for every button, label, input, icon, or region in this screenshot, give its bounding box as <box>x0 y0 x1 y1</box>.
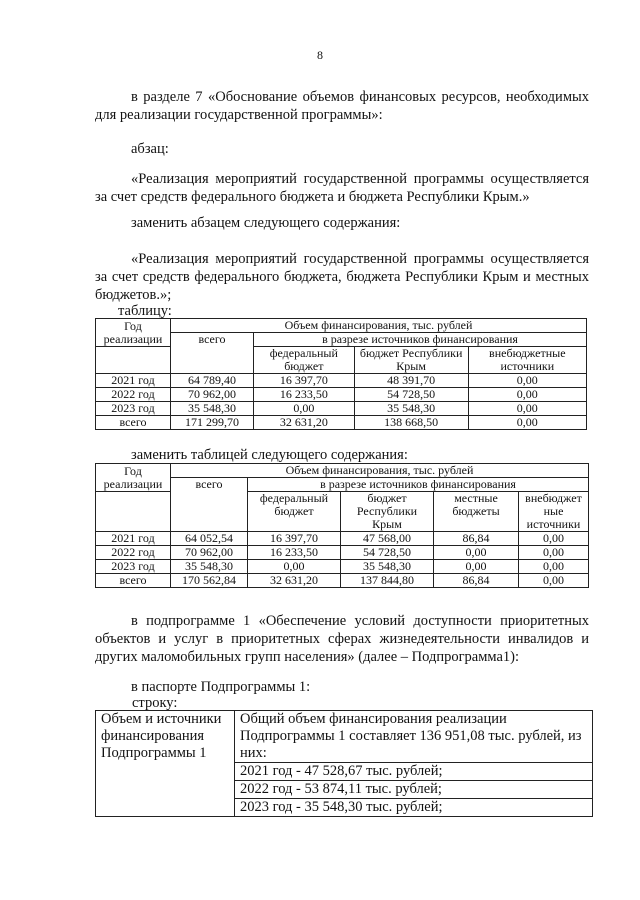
passport-line: 2022 год - 53 874,11 тыс. рублей; <box>235 780 592 798</box>
paragraph-passport: в паспорте Подпрограммы 1: <box>131 679 311 695</box>
paragraph-replace-table: заменить таблицей следующего содержания: <box>131 447 408 463</box>
table-old-financing <box>95 318 587 430</box>
paragraph-replace-abzac: заменить абзацем следующего содержания: <box>131 215 401 231</box>
paragraph-old-text: «Реализация мероприятий государственной программы осуществляется за счет средств федерального бюджета и бюджета Республики Крым.» <box>95 171 589 205</box>
table-row: 2021 год 64 052,54 16 397,70 47 568,00 86,84 0,00 <box>96 532 589 546</box>
paragraph-subprogram1: в подпрограмме 1 «Обеспечение условий доступности приоритетных объектов и услуг в приоритетных сферах жизнедеятельности инвалидов и других маломобильных групп населения» (далее – Подпрограмма1): <box>95 613 589 665</box>
paragraph-row-intro: строку: <box>132 695 178 711</box>
table-new-financing <box>95 463 589 588</box>
paragraph-table-intro: таблицу: <box>118 303 172 319</box>
header-sources: в разрезе источников финансирования <box>254 333 587 347</box>
page-number: 8 <box>317 48 323 62</box>
paragraph-abzac: абзац: <box>131 141 169 157</box>
header-volume: Объем финансирования, тыс. рублей <box>171 464 589 478</box>
passport-line: 2021 год - 47 528,67 тыс. рублей; <box>235 762 592 780</box>
table-row: 2022 год 70 962,00 16 233,50 54 728,50 0,00 0,00 <box>96 546 589 560</box>
header-volume: Объем финансирования, тыс. рублей <box>171 319 587 333</box>
table-row: 2022 год 70 962,00 16 233,50 54 728,50 0,00 <box>96 388 587 402</box>
header-offbudget: внебюджет ные источники <box>519 492 589 532</box>
table-row: 2021 год 64 789,40 16 397,70 48 391,70 0,00 <box>96 374 587 388</box>
header-federal: федеральный бюджет <box>254 347 355 374</box>
passport-line: 2023 год - 35 548,30 тыс. рублей; <box>235 798 592 816</box>
passport-label: Объем и источники финансирования Подпрограммы 1 <box>96 711 235 817</box>
header-local: местные бюджеты <box>434 492 519 532</box>
header-year: Год реализации <box>96 464 171 492</box>
passport-value <box>235 711 593 817</box>
table-row: 2023 год 35 548,30 0,00 35 548,30 0,00 0,00 <box>96 560 589 574</box>
passport-line: Общий объем финансирования реализации Подпрограммы 1 составляет 136 951,08 тыс. рублей, из них: <box>240 711 582 761</box>
table-row: всего 171 299,70 32 631,20 138 668,50 0,00 <box>96 416 587 430</box>
header-crimea: бюджет Республики Крым <box>354 347 468 374</box>
header-year: Год реализации <box>96 319 171 347</box>
table-row: всего 170 562,84 32 631,20 137 844,80 86,84 0,00 <box>96 574 589 588</box>
paragraph-new-text: «Реализация мероприятий государственной программы осуществляется за счет средств федерального бюджета, бюджета Республики Крым и местных бюджетов.»; <box>95 251 589 303</box>
table-passport-row <box>95 710 593 817</box>
header-federal: федеральный бюджет <box>248 492 341 532</box>
header-total: всего <box>171 478 248 532</box>
header-crimea: бюджет Республики Крым <box>341 492 434 532</box>
header-sources: в разрезе источников финансирования <box>248 478 589 492</box>
table-row: 2023 год 35 548,30 0,00 35 548,30 0,00 <box>96 402 587 416</box>
header-total: всего <box>171 333 254 374</box>
header-offbudget: внебюджетные источники <box>468 347 586 374</box>
paragraph-section7: в разделе 7 «Обоснование объемов финансовых ресурсов, необходимых для реализации государственной программы»: <box>95 89 589 123</box>
